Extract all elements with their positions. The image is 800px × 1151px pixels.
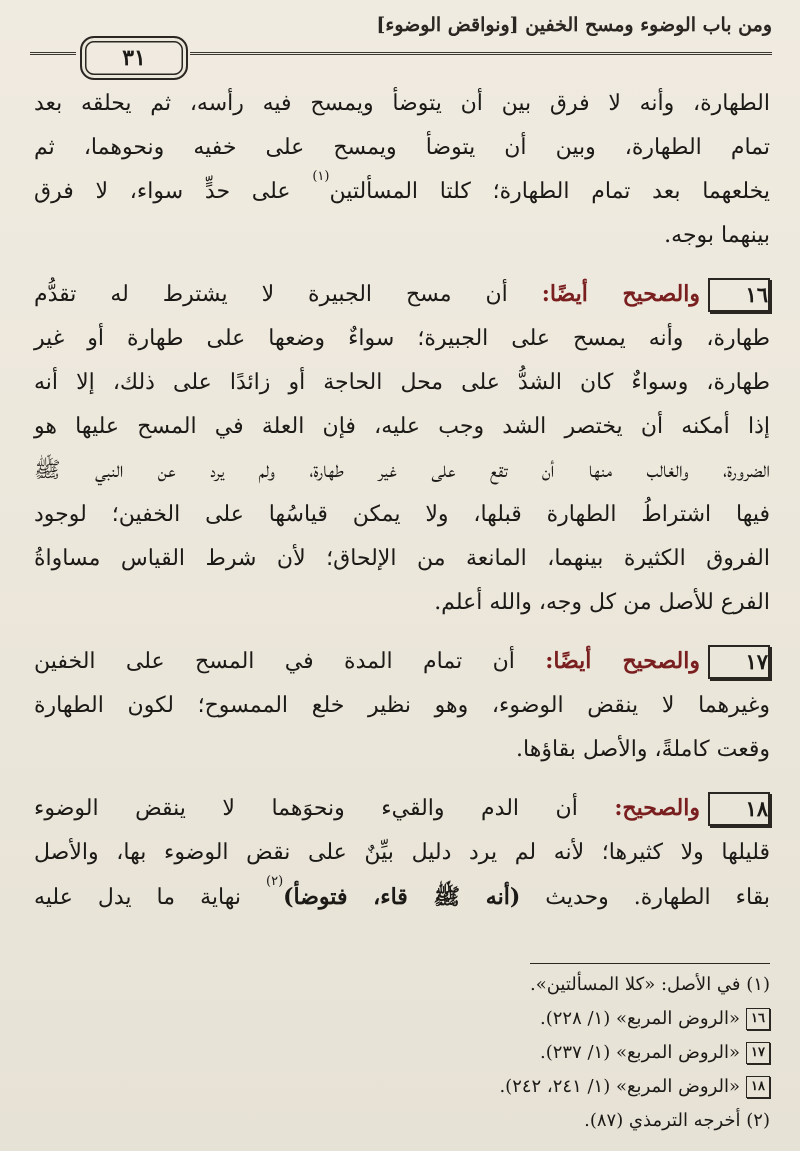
footnote-box: ١٦ [746, 1008, 770, 1030]
running-header [30, 14, 772, 74]
text-line [34, 272, 770, 317]
text-line: الطهارة، وأنه لا فرق بين أن يتوضأ ويمسح فيه رأسه، ثم يحلقه بعد [34, 91, 770, 116]
footnote-marker: (١) [746, 974, 770, 995]
text-line: الضرورة، والغالب منها أن تقع على غير طهارة، ولم يرد عن النبي ﷺ [34, 458, 770, 483]
text-line: الفرع للأصل من كل وجه، والله أعلم. [434, 590, 770, 615]
main-text [34, 82, 770, 934]
header-title: ومن باب الوضوء ومسح الخفين [ونواقض الوضوء] [376, 14, 772, 36]
text-line: بينهما بوجه. [664, 223, 770, 248]
footnote-text: «الروض المربع» (١/ ٢٣٧). [539, 1042, 740, 1063]
text-line: فيها اشتراطُ الطهارة قبلها، ولا يمكن قياسُها على الخفين؛ لوجود [34, 502, 770, 527]
footnote [60, 968, 770, 1002]
hadith-quote: (أنه ﷺ قاء، فتوضأ) [283, 884, 521, 910]
lead-phrase: والصحيح أيضًا: [545, 648, 700, 674]
footnote [60, 1002, 770, 1036]
text-line [34, 875, 770, 920]
text-segment: أن تمام المدة في المسح على الخفين [34, 649, 515, 674]
footnote [60, 1070, 770, 1104]
text-line: طهارة، وسواءٌ كان الشدُّ على محل الحاجة أو زائدًا على ذلك، إلا أنه [34, 370, 770, 395]
footnote-text: «الروض المربع» (١/ ٢٢٨). [539, 1008, 740, 1029]
footnote-box: ١٧ [746, 1042, 770, 1064]
rule-number-box: ١٧ [708, 645, 770, 679]
paragraph [34, 272, 770, 625]
rule-number-box: ١٦ [708, 278, 770, 312]
header-rule-left [30, 52, 76, 55]
text-segment: أن مسح الجبيرة لا يشترط له تقدُّم [34, 282, 508, 307]
footnote-text: في الأصل: «كلا المسألتين». [529, 974, 741, 995]
paragraph [34, 82, 770, 258]
footnote [60, 1036, 770, 1070]
footnote-text: أخرجه الترمذي (٨٧). [584, 1110, 741, 1131]
text-line: طهارة، وأنه يمسح على الجبيرة؛ سواءٌ وضعها على طهارة أو غير [34, 326, 770, 351]
header-rule [190, 52, 772, 55]
lead-phrase: والصحيح أيضًا: [541, 281, 700, 307]
text-segment: أن الدم والقيء ونحوَهما لا ينقض الوضوء [34, 796, 578, 821]
rule-number-box: ١٨ [708, 792, 770, 826]
text-segment: بقاء الطهارة. وحديث [545, 885, 770, 910]
text-segment: على حدٍّ سواء، لا فرق [34, 179, 291, 204]
text-line: قليلها ولا كثيرها؛ لأنه لم يرد دليل بيِّنٌ على نقض الوضوء بها، والأصل [34, 840, 770, 865]
footnote-box: ١٨ [746, 1076, 770, 1098]
footnotes [60, 968, 770, 1138]
text-line: الفروق الكثيرة بينهما، المانعة من الإلحاق؛ لأن شرط القياس مساواةُ [34, 546, 770, 571]
footnote-separator [530, 963, 770, 964]
text-line [34, 786, 770, 831]
footnote-ref: (٢) [266, 874, 284, 889]
footnote [60, 1104, 770, 1138]
footnote-text: «الروض المربع» (١/ ٢٤١، ٢٤٢). [499, 1076, 740, 1097]
text-line: تمام الطهارة، وبين أن يتوضأ ويمسح على خفيه ونحوهما، ثم [34, 135, 770, 160]
paragraph [34, 639, 770, 772]
paragraph [34, 786, 770, 920]
text-line [34, 170, 770, 214]
lead-phrase: والصحيح: [614, 795, 700, 821]
footnote-marker: (٢) [746, 1110, 770, 1131]
page-number: ٣١ [80, 36, 188, 80]
text-line: إذا أمكنه أن يختصر الشد وجب عليه، فإن العلة في المسح عليها هو [34, 414, 770, 439]
text-line: وقعت كاملةً، والأصل بقاؤها. [516, 737, 770, 762]
text-line [34, 639, 770, 684]
text-segment: يخلعهما بعد تمام الطهارة؛ كلتا المسألتين [329, 179, 770, 204]
footnote-ref: (١) [312, 169, 330, 184]
text-line: وغيرهما لا ينقض الوضوء، وهو نظير خلع الممسوح؛ لكون الطهارة [34, 693, 770, 718]
text-segment: نهاية ما يدل عليه [34, 885, 241, 910]
